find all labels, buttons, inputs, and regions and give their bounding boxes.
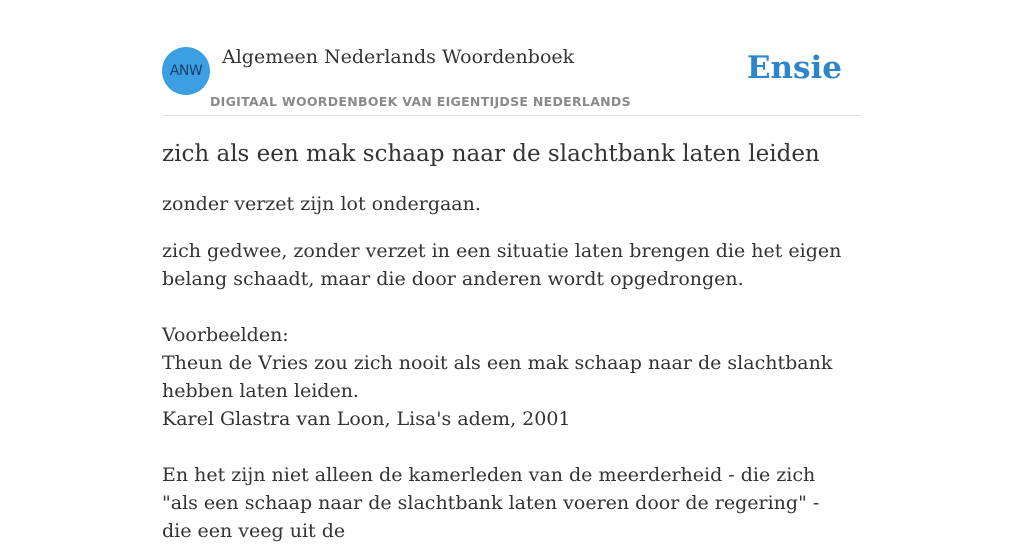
entry-term: zich als een mak schaap naar de slachtbank laten leiden bbox=[162, 141, 820, 167]
example-text: Theun de Vries zou zich nooit als een mak schaap naar de slachtbank hebben laten leiden. bbox=[162, 352, 833, 402]
examples-heading: Voorbeelden: bbox=[162, 324, 289, 346]
anw-logo[interactable]: ANW bbox=[162, 47, 210, 95]
site-header bbox=[162, 0, 862, 116]
entry-summary: zonder verzet zijn lot ondergaan. bbox=[162, 193, 481, 215]
dictionary-subtitle: DIGITAAL WOORDENBOEK VAN EIGENTIJDSE NEDERLANDS bbox=[210, 94, 631, 109]
spacer bbox=[162, 293, 852, 321]
entry-content bbox=[162, 138, 852, 545]
entry-definition: zich gedwee, zonder verzet in een situatie laten brengen die het eigen belang schaadt, maar die door anderen wordt opgedrongen. bbox=[162, 240, 842, 290]
example-text: En het zijn niet alleen de kamerleden van de meerderheid - die zich "als een schaap naar de slachtbank laten voeren door de regering" - die een veeg uit de bbox=[162, 464, 820, 542]
dictionary-name[interactable]: Algemeen Nederlands Woordenboek bbox=[222, 46, 575, 68]
example-source: Karel Glastra van Loon, Lisa's adem, 2001 bbox=[162, 408, 571, 430]
ensie-logo[interactable]: Ensie bbox=[746, 50, 842, 86]
entry-definition-block bbox=[162, 237, 852, 545]
spacer bbox=[162, 433, 852, 461]
